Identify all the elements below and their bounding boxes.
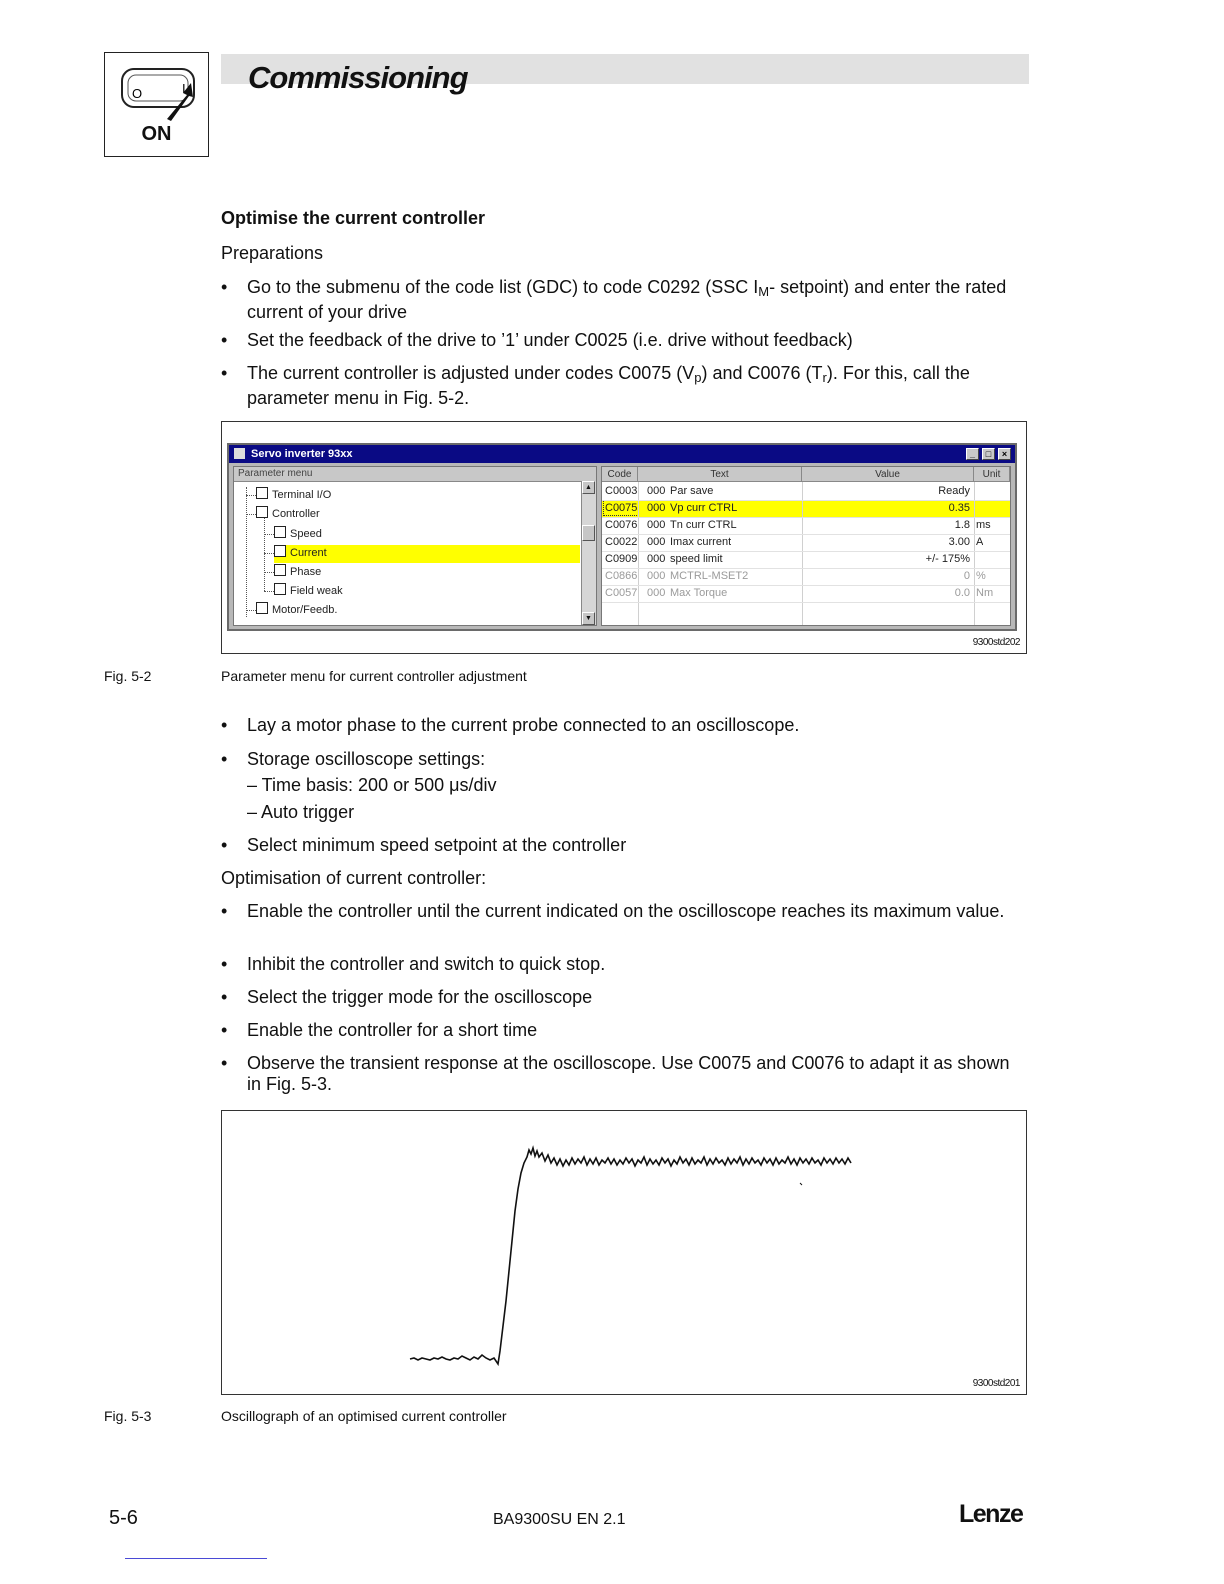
scroll-up-icon[interactable]: ▲	[582, 481, 595, 494]
code-table-pane	[601, 466, 1011, 626]
footer-link-underline	[125, 1558, 267, 1559]
figure-code: 9300std202	[972, 637, 1020, 648]
list-item: • Observe the transient response at the oscilloscope. Use C0075 and C0076 to adapt it as shown in Fig. 5-3.	[221, 1053, 1010, 1094]
folder-icon	[274, 545, 286, 557]
list-item: • Select minimum speed setpoint at the controller	[221, 835, 627, 855]
close-icon[interactable]: ×	[998, 448, 1011, 460]
app-icon	[234, 448, 245, 459]
bullet-icon: •	[221, 954, 228, 974]
document-id: BA9300SU EN 2.1	[493, 1511, 626, 1528]
scroll-down-icon[interactable]: ▼	[582, 612, 595, 625]
tree-item-terminal-io[interactable]: Terminal I/O	[256, 487, 331, 504]
tree-item-field-weak[interactable]: Field weak	[274, 583, 343, 600]
folder-icon	[256, 487, 268, 499]
table-row[interactable]: C0076 000 Tn curr CTRL 1.8 ms	[605, 519, 991, 531]
tree-item-phase[interactable]: Phase	[274, 564, 321, 581]
bullet-icon: •	[221, 363, 228, 383]
switch-on-mark: I	[182, 81, 186, 96]
figure-caption: Oscillograph of an optimised current controller	[221, 1408, 507, 1424]
list-item: • Go to the submenu of the code list (GDC) to code C0292 (SSC $I_M-$ setpoint) and enter the rated current of your drive	[221, 277, 1007, 322]
tree-item-current[interactable]: Current	[274, 545, 327, 562]
bullet-icon: •	[221, 330, 228, 350]
transient-response-curve	[410, 1148, 851, 1364]
table-row[interactable]: C0022 000 Imax current 3.00 A	[605, 536, 984, 548]
window-titlebar	[229, 445, 1015, 463]
figure-number: Fig. 5-2	[104, 668, 152, 684]
list-item: • Lay a motor phase to the current probe connected to an oscilloscope.	[221, 715, 800, 735]
list-item: • Set the feedback of the drive to ’1’ under C0025 (i.e. drive without feedback)	[221, 330, 853, 350]
bullet-icon: •	[221, 715, 228, 735]
page-title: Commissioning	[248, 60, 468, 95]
bullet-icon: •	[221, 1053, 228, 1073]
sub-item: – Time basis: 200 or 500 μs/div	[247, 775, 497, 795]
folder-icon	[274, 564, 286, 576]
column-header-unit[interactable]: Unit	[974, 467, 1010, 482]
table-row-selected[interactable]: C0075 000 Vp curr CTRL 0.35	[602, 500, 1010, 517]
table-row[interactable]: C0003 000 Par save Ready	[605, 485, 970, 497]
page-number: 5-6	[109, 1507, 138, 1529]
figure-number: Fig. 5-3	[104, 1408, 152, 1424]
servo-inverter-window	[227, 443, 1017, 631]
folder-icon	[256, 602, 268, 614]
lenze-logo: Lenze	[959, 1500, 1023, 1528]
rocker-switch-icon	[105, 53, 210, 123]
tree-item-motor-feedb[interactable]: Motor/Feedb.	[256, 602, 337, 619]
maximize-icon[interactable]: □	[982, 448, 995, 460]
list-item: • Enable the controller for a short time	[221, 1020, 538, 1040]
section-heading: Optimise the current controller	[221, 208, 486, 228]
figure-parameter-menu	[221, 421, 1027, 654]
tree-header: Parameter menu	[234, 467, 596, 482]
list-item: • Select the trigger mode for the oscilloscope	[221, 987, 593, 1007]
tree-scrollbar[interactable]	[581, 481, 596, 625]
parameter-tree-pane	[233, 466, 597, 626]
column-header-code[interactable]: Code	[602, 467, 638, 482]
list-item: • The current controller is adjusted under codes C0075 $(V_p)$ and C0076 $(T_r)$. For this, call the parameter menu in Fig. 5-2.	[221, 363, 970, 408]
bullet-icon: •	[221, 835, 228, 855]
sub-item: – Auto trigger	[247, 802, 355, 822]
bullet-icon: •	[221, 987, 228, 1007]
minimize-icon[interactable]: _	[966, 448, 979, 460]
list-item: • Storage oscilloscope settings: – Time basis: 200 or 500 μs/div – Auto trigger	[221, 749, 1011, 823]
figure-caption: Parameter menu for current controller adjustment	[221, 668, 527, 684]
list-item: • Enable the controller until the current indicated on the oscilloscope reaches its maximum value.	[221, 901, 1005, 921]
folder-icon	[274, 526, 286, 538]
figure-oscillograph	[221, 1110, 1027, 1395]
switch-off-mark: O	[132, 86, 143, 101]
tree-item-controller[interactable]: Controller	[256, 506, 320, 523]
tree-item-speed[interactable]: Speed	[274, 526, 322, 543]
on-switch-box	[104, 52, 209, 157]
scroll-thumb[interactable]	[582, 525, 595, 541]
column-header-value[interactable]: Value	[802, 467, 974, 482]
bullet-icon: •	[221, 749, 228, 769]
list-item: • Inhibit the controller and switch to quick stop.	[221, 954, 606, 974]
column-header-text[interactable]: Text	[638, 467, 802, 482]
bullet-icon: •	[221, 1020, 228, 1040]
table-row[interactable]: C0909 000 speed limit +/- 175%	[605, 553, 970, 565]
bullet-icon: •	[221, 901, 228, 921]
bullet-icon: •	[221, 277, 228, 297]
oscillograph-trace	[222, 1111, 1026, 1394]
on-label: ON	[141, 123, 172, 145]
folder-icon	[256, 506, 268, 518]
optimisation-label: Optimisation of current controller:	[221, 868, 487, 888]
table-row-disabled[interactable]: C0866 000 MCTRL-MSET2 0 %	[605, 570, 986, 582]
window-title: Servo inverter 93xx	[251, 448, 353, 460]
preparations-label: Preparations	[221, 243, 324, 263]
folder-icon	[274, 583, 286, 595]
figure-code: 9300std201	[972, 1378, 1020, 1389]
table-row-disabled[interactable]: C0057 000 Max Torque 0.0 Nm	[605, 587, 994, 599]
